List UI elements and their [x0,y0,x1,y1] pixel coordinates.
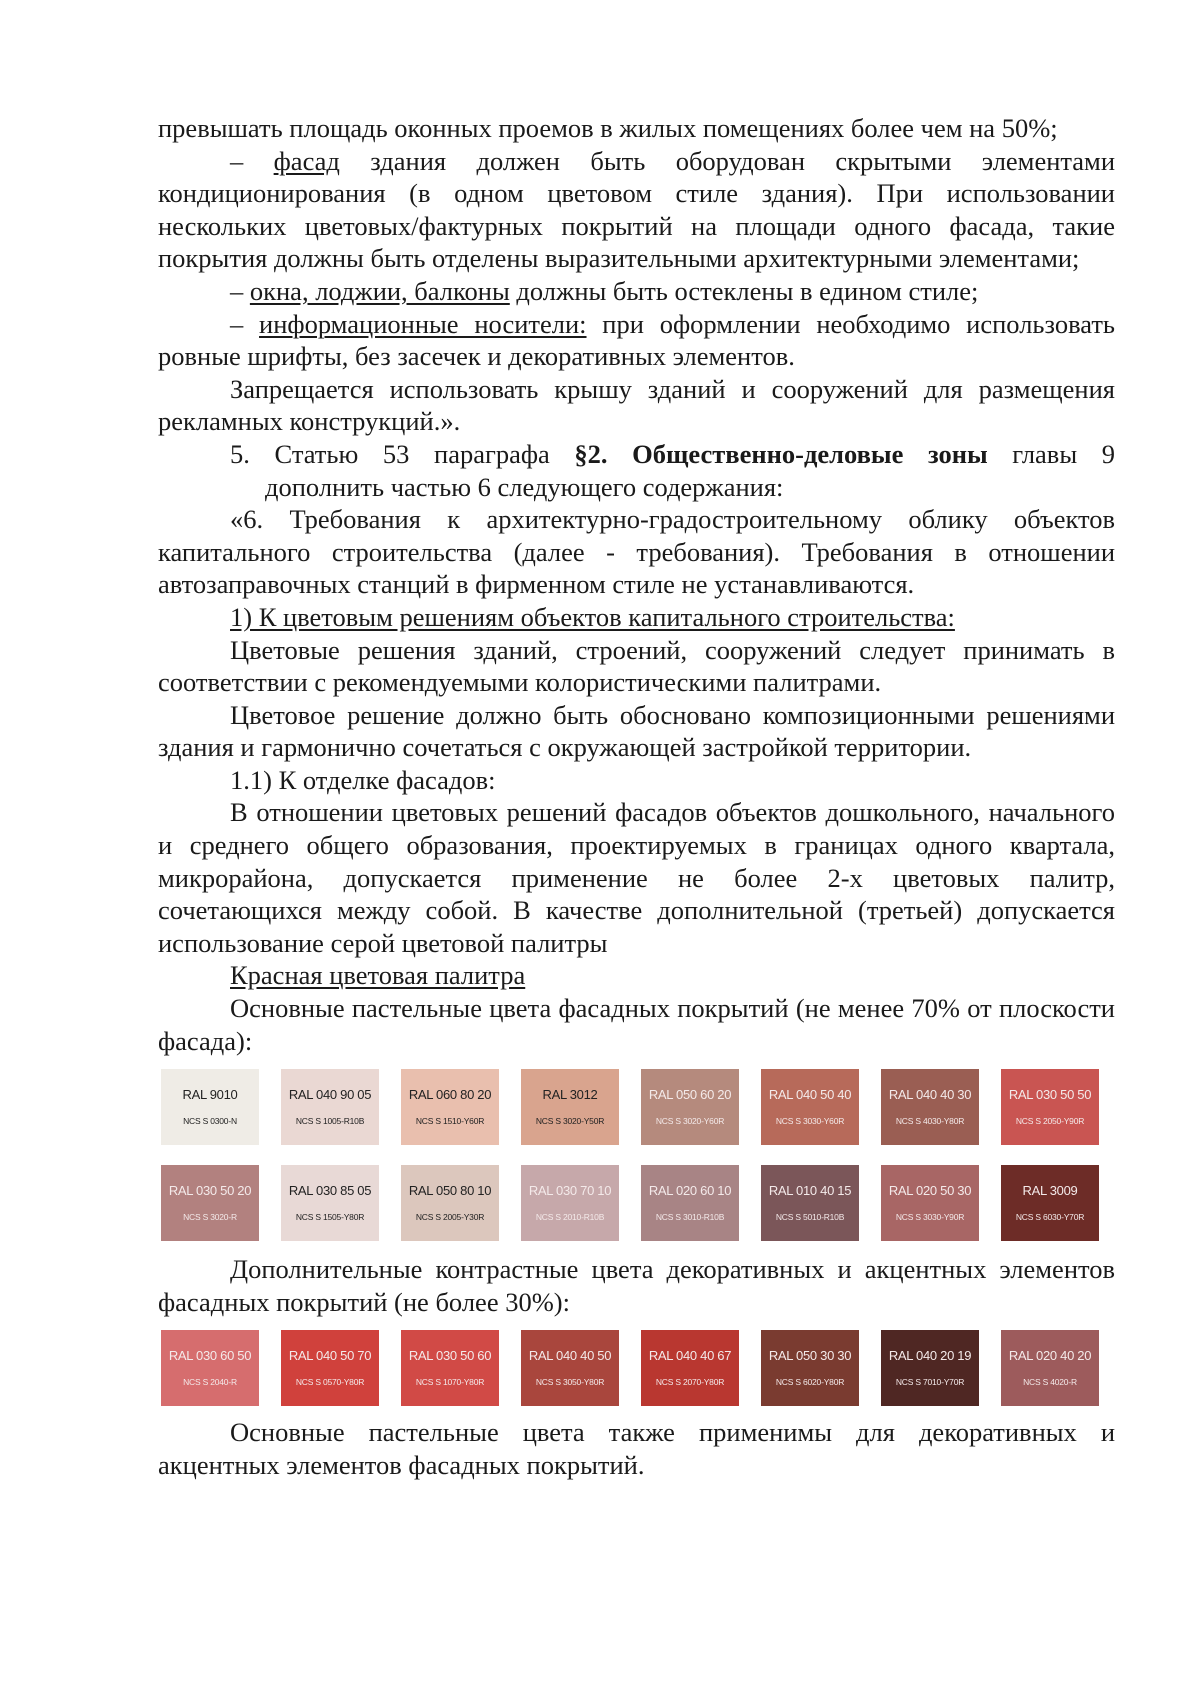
swatch-ral-code: RAL 030 50 60 [408,1348,492,1364]
swatch-ncs-code: NCS S 3030-Y60R [775,1116,845,1127]
paragraph-main-pastel: Основные пастельные цвета фасадных покрытий (не менее 70% от плоскости фасада): [158,993,1115,1056]
swatch-ncs-code: NCS S 0300-N [183,1116,237,1127]
swatch-ncs-code: NCS S 2005-Y30R [415,1212,485,1223]
paragraph-accent-colors: Дополнительные контрастные цвета декоративных и акцентных элементов фасадных покрытий (не более 30%): [158,1254,1115,1317]
swatch-ncs-code: NCS S 3020-R [183,1212,237,1223]
dash: – [230,275,250,306]
color-swatch [521,1330,619,1406]
swatch-ral-code: RAL 040 50 40 [768,1087,852,1103]
swatch-ral-code: RAL 050 60 20 [648,1087,732,1103]
heading-facade-finish: 1.1) К отделке фасадов: [230,764,496,795]
paragraph-facade [158,145,1115,275]
color-swatch [401,1330,499,1406]
swatch-ral-code: RAL 040 40 30 [888,1087,972,1103]
paragraph-color-palettes: Цветовые решения зданий, строений, сооружений следует принимать в соответствии с рекомендуемыми колористическими палитрами. [158,634,1115,698]
swatch-ral-code: RAL 3009 [1022,1183,1078,1199]
swatch-ral-code: RAL 030 70 10 [528,1183,612,1199]
swatch-ncs-code: NCS S 7010-Y70R [895,1377,965,1388]
swatch-ncs-code: NCS S 1510-Y60R [415,1116,485,1127]
swatch-ncs-code: NCS S 2050-Y90R [1015,1116,1085,1127]
swatch-ncs-code: NCS S 3010-R10B [655,1212,725,1223]
heading-red-palette [158,959,1115,992]
swatch-ncs-code: NCS S 1505-Y80R [295,1212,365,1223]
swatch-ncs-code: NCS S 6020-Y80R [775,1377,845,1388]
swatch-ncs-code: NCS S 3030-Y90R [895,1212,965,1223]
color-swatch [641,1165,739,1241]
swatch-ral-code: RAL 020 60 10 [648,1183,732,1199]
color-swatch [1001,1330,1099,1406]
color-swatch [161,1330,259,1406]
term-info-carriers: информационные носители: [259,308,587,339]
swatch-ncs-code: NCS S 3020-Y50R [535,1116,605,1127]
swatch-ncs-code: NCS S 1005-R10B [295,1116,365,1127]
color-swatch [1001,1069,1099,1145]
color-swatch [761,1069,859,1145]
swatch-ral-code: RAL 040 40 67 [648,1348,732,1364]
swatch-ncs-code: NCS S 2010-R10B [535,1212,605,1223]
swatch-ral-code: RAL 030 85 05 [288,1183,372,1199]
dash: – [230,145,274,176]
color-swatch [161,1165,259,1241]
color-swatch [881,1165,979,1241]
swatch-ncs-code: NCS S 6030-Y70R [1015,1212,1085,1223]
paragraph-windows-text: должны быть остеклены в едином стиле; [509,275,979,306]
swatch-ncs-code: NCS S 2070-Y80R [655,1377,725,1388]
color-swatch [881,1069,979,1145]
swatch-ncs-code: NCS S 1070-Y80R [415,1377,485,1388]
swatch-ral-code: RAL 020 50 30 [888,1183,972,1199]
term-facade: фасад [273,145,340,176]
palette-main-swatches [161,1069,1115,1241]
color-swatch [401,1165,499,1241]
paragraph-education-facades: В отношении цветовых решений фасадов объектов дошкольного, начального и среднего общего образования, проектируемых в границах одного квартала, микрорайона, допускается применение не более 2-х цветовых палитр, сочетающихся между собой. В качестве дополнительной (третьей) допускается использование серой цветовой палитры [158,797,1115,958]
heading-red-palette-text: Красная цветовая палитра [230,960,526,991]
swatch-ral-code: RAL 060 80 20 [408,1087,492,1103]
paragraph-article-53-line2: дополнить частью 6 следующего содержания: [265,471,784,502]
color-swatch [521,1069,619,1145]
color-swatch [1001,1165,1099,1241]
paragraph-color-justification: Цветовое решение должно быть обосновано композиционными решениями здания и гармонично сочетаться с окружающей застройкой территории. [158,699,1115,763]
swatch-ncs-code: NCS S 4030-Y80R [895,1116,965,1127]
color-swatch [641,1069,739,1145]
swatch-ral-code: RAL 040 20 19 [888,1348,972,1364]
color-swatch [761,1165,859,1241]
color-swatch [641,1330,739,1406]
paragraph-info-carriers-text: при оформлении необходимо использовать ровные шрифты, без засечек и декоративных элементов. [158,308,1115,372]
swatch-ncs-code: NCS S 3050-Y80R [535,1377,605,1388]
paragraph-roof-ban: Запрещается использовать крышу зданий и сооружений для размещения рекламных конструкций.». [158,373,1115,437]
paragraph-requirements: «6. Требования к архитектурно-градостроительному облику объектов капитального строительства (далее - требования). Требования в отношении автозаправочных станций в фирменном стиле не устанавливаются. [158,504,1115,600]
paragraph-article-53 [158,438,1115,471]
swatch-ncs-code: NCS S 3020-Y60R [655,1116,725,1127]
swatch-ral-code: RAL 030 50 20 [168,1183,252,1199]
color-swatch [281,1069,379,1145]
swatch-ral-code: RAL 3012 [542,1087,598,1103]
swatch-ral-code: RAL 040 50 70 [288,1348,372,1364]
swatch-ral-code: RAL 040 40 50 [528,1348,612,1364]
swatch-ncs-code: NCS S 0570-Y80R [295,1377,365,1388]
swatch-ral-code: RAL 9010 [182,1087,238,1103]
paragraph-info-carriers [158,308,1115,373]
swatch-ral-code: RAL 050 80 10 [408,1183,492,1199]
article-53-section: §2. Общественно-деловые зоны [574,438,988,469]
heading-color-solutions [158,601,1115,634]
swatch-ncs-code: NCS S 4020-R [1023,1377,1077,1388]
color-swatch [521,1165,619,1241]
swatch-ncs-code: NCS S 5010-R10B [775,1212,845,1223]
dash: – [230,308,260,339]
swatch-ral-code: RAL 030 50 50 [1008,1087,1092,1103]
swatch-ral-code: RAL 020 40 20 [1008,1348,1092,1364]
color-swatch [881,1330,979,1406]
paragraph-facade-text: здания должен быть оборудован скрытыми элементами кондиционирования (в одном цветовом стиле здания). При использовании нескольких цветовых/фактурных покрытий на площади одного фасада, такие покрытия должны быть отделены выразительными архитектурными элементами; [158,145,1116,274]
color-swatch [161,1069,259,1145]
paragraph-windows [158,275,1115,308]
color-swatch [761,1330,859,1406]
color-swatch [401,1069,499,1145]
palette-accent-swatches [161,1330,1115,1406]
paragraph-pastel-accent: Основные пастельные цвета также применимы для декоративных и акцентных элементов фасадных покрытий. [158,1417,1115,1480]
paragraph-window-area: превышать площадь оконных проемов в жилых помещениях более чем на 50%; [158,113,1058,143]
article-53-pre: 5. Статью 53 параграфа [230,438,575,469]
swatch-ncs-code: NCS S 2040-R [183,1377,237,1388]
color-swatch [281,1165,379,1241]
swatch-ral-code: RAL 030 60 50 [168,1348,252,1364]
heading-color-solutions-text: 1) К цветовым решениям объектов капитального строительства: [230,601,955,632]
swatch-ral-code: RAL 050 30 30 [768,1348,852,1364]
color-swatch [281,1330,379,1406]
article-53-post: главы 9 [987,438,1115,469]
term-windows: окна, лоджии, балконы [249,275,510,306]
swatch-ral-code: RAL 040 90 05 [288,1087,372,1103]
swatch-ral-code: RAL 010 40 15 [768,1183,852,1199]
